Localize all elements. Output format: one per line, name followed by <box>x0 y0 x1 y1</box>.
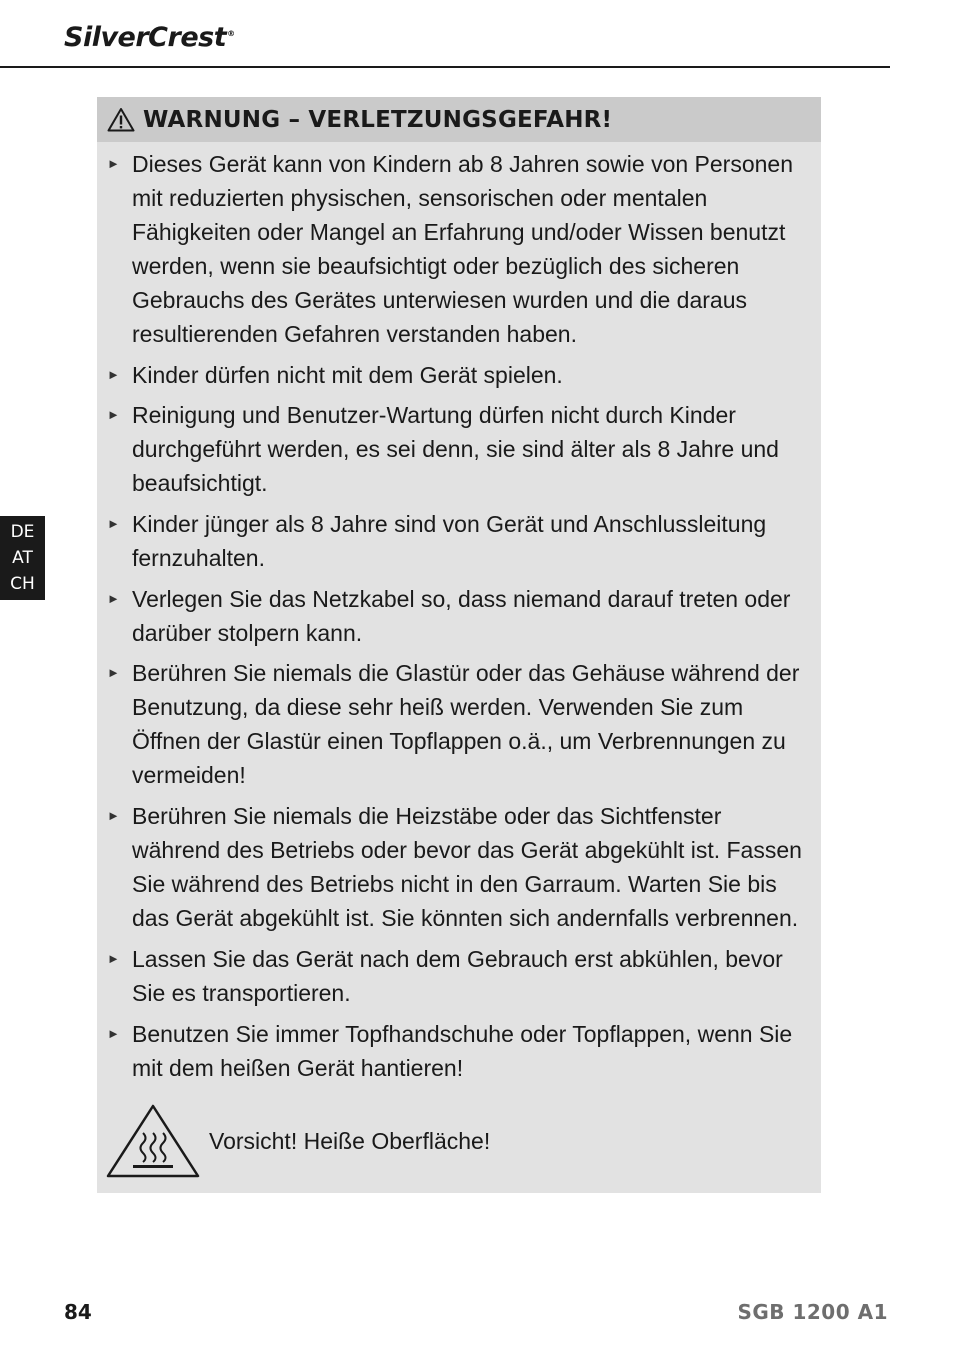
language-de: DE <box>10 522 35 542</box>
hot-surface-icon <box>105 1103 201 1179</box>
warning-header <box>97 97 821 142</box>
list-item <box>97 799 821 935</box>
language-at: AT <box>12 548 33 568</box>
list-item <box>97 942 821 1010</box>
list-item <box>97 507 821 575</box>
list-item-text: Dieses Gerät kann von Kindern ab 8 Jahren sowie von Personen mit reduzierten physischen, sensorischen oder mentalen Fähigkeiten oder Mangel an Erfahrung und/oder Wissen benutzt werden, wenn sie beaufsichtigt oder bezüglich des sicheren Gebrauchs des Gerätes unterwiesen wurden und die daraus resultierenden Gefahren verstanden haben. <box>132 151 794 347</box>
bullet-arrow-icon: ► <box>107 665 120 681</box>
logo-text: SilverCrest <box>64 22 227 53</box>
list-item-text: Berühren Sie niemals die Glastür oder das Gehäuse während der Benutzung, da diese sehr heiß werden. Verwenden Sie zum Öffnen der Glastür einen Topflappen o.ä., um Verbrennungen zu vermeiden! <box>132 660 800 789</box>
warning-triangle-icon <box>107 107 135 132</box>
bullet-arrow-icon: ► <box>107 366 120 382</box>
logo-registered-mark: ® <box>227 29 235 38</box>
list-item-text: Benutzen Sie immer Topfhandschuhe oder Topflappen, wenn Sie mit dem heißen Gerät hantieren! <box>132 1020 793 1081</box>
header-divider <box>0 66 890 68</box>
list-item-text: Kinder jünger als 8 Jahre sind von Gerät und Anschlussleitung fernzuhalten. <box>132 511 767 572</box>
list-item-text: Lassen Sie das Gerät nach dem Gebrauch erst abkühlen, bevor Sie es transportieren. <box>132 945 783 1006</box>
warning-title: WARNUNG – VERLETZUNGSGEFAHR! <box>143 106 613 133</box>
page-number: 84 <box>64 1300 92 1324</box>
list-item <box>97 582 821 650</box>
warning-list <box>97 142 821 1085</box>
list-item <box>97 656 821 792</box>
list-item <box>97 398 821 500</box>
list-item-text: Berühren Sie niemals die Heizstäbe oder das Sichtfenster während des Betriebs oder bevor das Gerät abgekühlt ist. Fassen Sie während des Betriebs nicht in den Garraum. Warten Sie bis das Gerät abgekühlt ist. Sie könnten sich andernfalls verbrennen. <box>132 803 802 932</box>
language-tab <box>0 516 45 600</box>
bullet-arrow-icon: ► <box>107 516 120 532</box>
list-item <box>97 1017 821 1085</box>
hot-surface-text: Vorsicht! Heiße Oberfläche! <box>209 1127 491 1154</box>
brand-logo <box>64 22 235 53</box>
bullet-arrow-icon: ► <box>107 808 120 824</box>
bullet-arrow-icon: ► <box>107 156 120 171</box>
list-item-text: Reinigung und Benutzer-Wartung dürfen nicht durch Kinder durchgeführt werden, es sei denn, sie sind älter als 8 Jahre und beaufsichtigt. <box>132 402 779 497</box>
bullet-arrow-icon: ► <box>107 407 120 423</box>
list-item-text: Kinder dürfen nicht mit dem Gerät spielen. <box>132 361 563 388</box>
list-item-text: Verlegen Sie das Netzkabel so, dass niemand darauf treten oder darüber stolpern kann. <box>132 585 791 646</box>
bullet-arrow-icon: ► <box>107 950 120 966</box>
bullet-arrow-icon: ► <box>107 1025 120 1041</box>
list-item <box>97 358 821 392</box>
model-number: SGB 1200 A1 <box>737 1300 888 1324</box>
bullet-arrow-icon: ► <box>107 590 120 606</box>
hot-surface-notice <box>105 1103 490 1179</box>
list-item <box>97 147 821 351</box>
language-ch: CH <box>10 574 35 594</box>
warning-box <box>97 97 821 1193</box>
